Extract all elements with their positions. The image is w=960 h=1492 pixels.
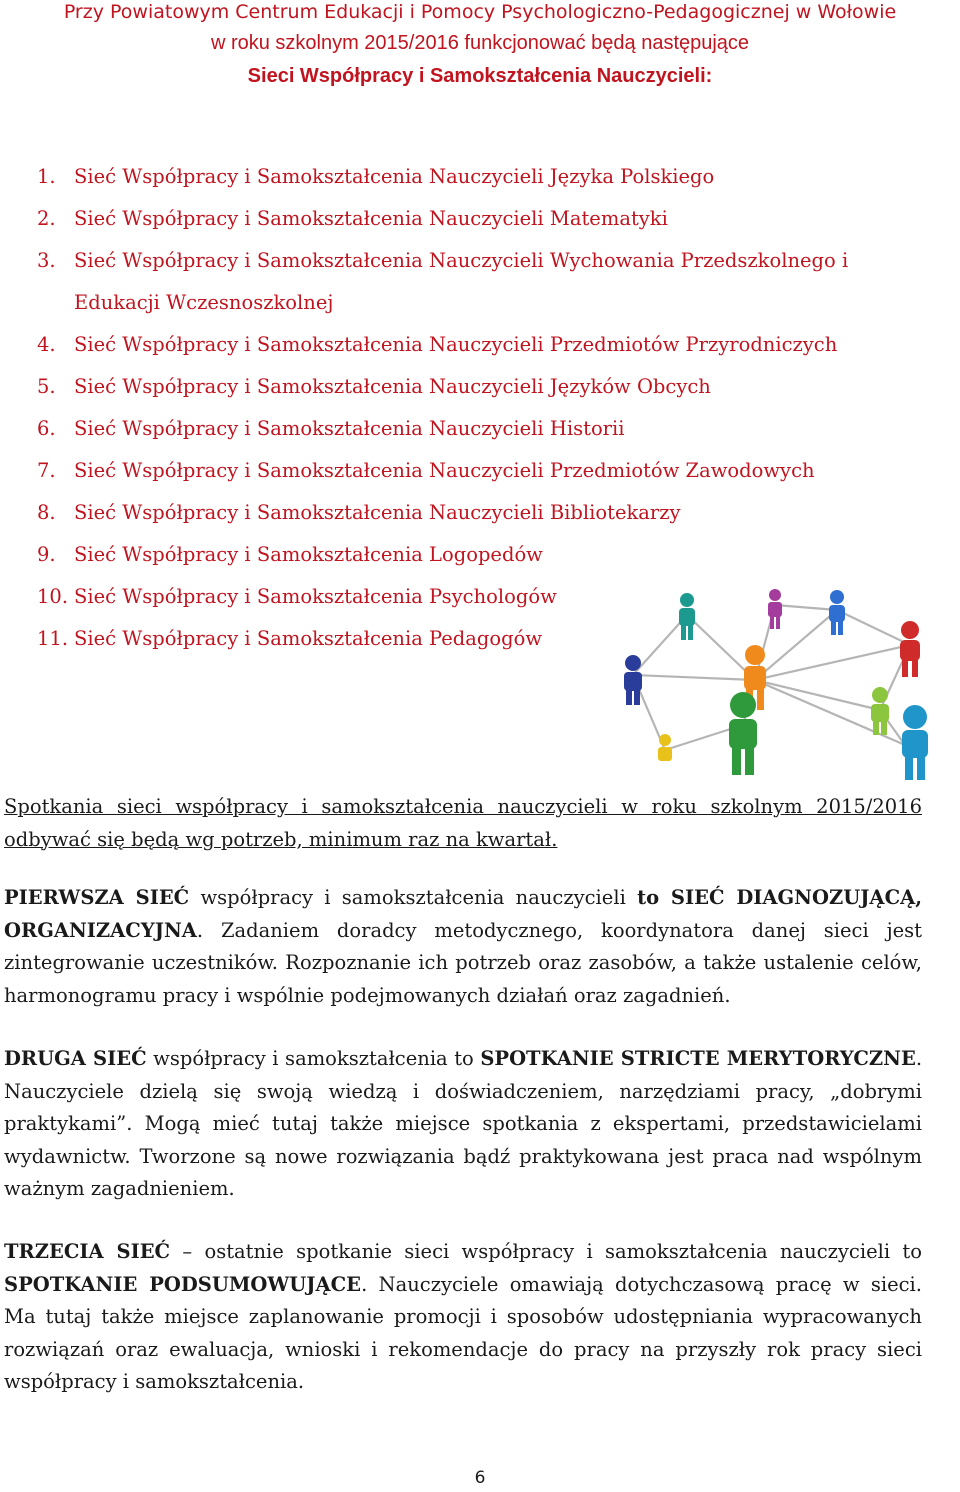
third-network-description: . Nauczyciele omawiają dotychczasową pracę w sieci. Ma tutaj także miejsce zaplanowanie promocji i sposobów udostępniania wypracowanych rozwiązań oraz ewaluacja, wnioski i rekomendacje do pracy na przyszły rok pracy sieci współpracy i samokształcenia. [4, 1272, 922, 1393]
list-item-number: 10. [37, 585, 69, 608]
second-network-lead: DRUGA SIEĆ [4, 1047, 147, 1070]
person-icon-purple [768, 589, 782, 629]
list-item-text: Sieć Współpracy i Samokształcenia Nauczycieli Matematyki [74, 207, 668, 230]
person-icon-lime [871, 687, 889, 735]
list-item-number: 11. [37, 627, 69, 650]
first-network-description: . Zadaniem doradcy metodycznego, koordynatora danej sieci jest zintegrowanie uczestników. Rozpoznanie ich potrzeb oraz zasobów, a także ustalenie celów, harmonogramu pracy i wspólnie podejmowanych działań oraz zagadnień. [4, 918, 922, 1007]
list-item-number: 1. [37, 165, 56, 188]
second-network-description: . Nauczyciele dzielą się swoją wiedzą i doświadczeniem, narzędziami pracy, „dobrymi praktykami”. Mogą mieć tutaj także miejsce spotkania z ekspertami, przedstawicielami wydawnictw. Tworzone są nowe rozwiązania bądź praktykowana jest praca nad wspólnym ważnym zagadnieniem. [4, 1047, 923, 1200]
list-item-number: 4. [37, 333, 56, 356]
second-network-type: SPOTKANIE STRICTE MERYTORYCZNE [480, 1047, 916, 1070]
first-network-paragraph [4, 882, 922, 1012]
list-item-number: 5. [37, 375, 56, 398]
list-item-text: Sieć Współpracy i Samokształcenia Pedagogów [74, 627, 543, 650]
list-item [37, 450, 937, 492]
first-network-type: to SIEĆ DIAGNOZUJĄCĄ, ORGANIZACYJNA [4, 886, 923, 942]
list-item [37, 156, 937, 198]
document-header [0, 0, 960, 93]
third-network-type: SPOTKANIE PODSUMOWUJĄCE [4, 1272, 362, 1296]
first-network-lead: PIERWSZA SIEĆ [4, 886, 190, 909]
person-icon-green [729, 692, 757, 775]
header-line-3: Sieci Współpracy i Samokształcenia Nauczycieli: [247, 65, 713, 87]
list-item-text: Sieć Współpracy i Samokształcenia Nauczycieli Historii [74, 417, 625, 440]
list-item [37, 324, 937, 366]
list-item [37, 408, 937, 450]
list-item-text: Sieć Współpracy i Samokształcenia Nauczycieli Języka Polskiego [74, 165, 715, 188]
list-item [37, 240, 937, 324]
list-item-text: Sieć Współpracy i Samokształcenia Psychologów [74, 585, 557, 608]
third-network-mid: – ostatnie spotkanie sieci współpracy i samokształcenia nauczycieli to [170, 1240, 922, 1263]
list-item-text: Sieć Współpracy i Samokształcenia Nauczycieli Przedmiotów Przyrodniczych [74, 333, 838, 356]
person-icon-cyan [902, 705, 928, 780]
list-item-text: Sieć Współpracy i Samokształcenia Nauczycieli Przedmiotów Zawodowych [74, 459, 815, 482]
third-network-paragraph [4, 1236, 922, 1399]
list-item-number: 8. [37, 501, 56, 524]
list-item-text: Sieć Współpracy i Samokształcenia Nauczycieli Języków Obcych [74, 375, 711, 398]
second-network-paragraph [4, 1043, 922, 1206]
header-line-1: Przy Powiatowym Centrum Edukacji i Pomocy Psychologiczno-Pedagogicznej w Wołowie [63, 1, 897, 23]
person-icon-navy [624, 655, 642, 705]
page-number: 6 [474, 1468, 486, 1488]
person-icon-yellow [658, 734, 672, 761]
people-network-illustration [605, 545, 960, 785]
list-item [37, 366, 937, 408]
meetings-text: Spotkania sieci współpracy i samokształcenia nauczycieli w roku szkolnym 2015/2016 odbywać się będą wg potrzeb, minimum raz na kwartał. [4, 795, 922, 851]
list-item [37, 492, 937, 534]
first-network-mid: współpracy i samokształcenia nauczycieli [189, 886, 638, 909]
third-network-lead: TRZECIA SIEĆ [4, 1240, 171, 1263]
header-line-2: w roku szkolnym 2015/2016 funkcjonować będą następujące [210, 32, 750, 54]
second-network-mid: współpracy i samokształcenia to [146, 1047, 481, 1070]
person-icon-red [900, 621, 920, 677]
list-item-text: Sieć Współpracy i Samokształcenia Logopedów [74, 543, 543, 566]
person-icon-teal [679, 593, 695, 640]
list-item-number: 3. [37, 249, 56, 272]
list-item-number: 6. [37, 417, 56, 440]
list-item-number: 2. [37, 207, 56, 230]
list-item-text: Sieć Współpracy i Samokształcenia Nauczycieli Wychowania Przedszkolnego i Edukacji Wczesnoszkolnej [74, 249, 849, 314]
list-item-number: 9. [37, 543, 56, 566]
list-item-number: 7. [37, 459, 56, 482]
list-item [37, 198, 937, 240]
meetings-paragraph [4, 791, 922, 856]
list-item-text: Sieć Współpracy i Samokształcenia Nauczycieli Bibliotekarzy [74, 501, 681, 524]
person-icon-blue [829, 590, 845, 635]
